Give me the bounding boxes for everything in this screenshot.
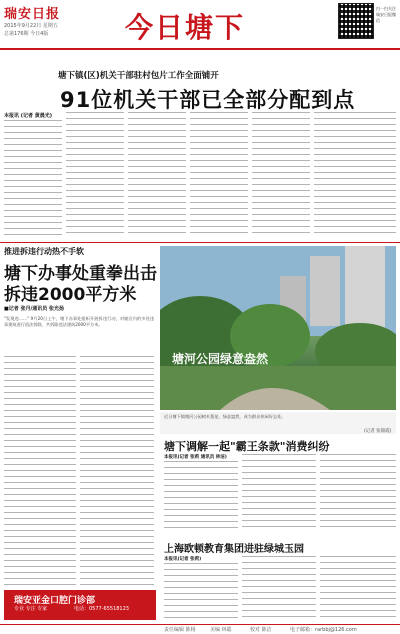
footer-editor: 责任编辑 陈杨 bbox=[164, 627, 196, 633]
story1-byline: 本报讯 (记者 黄晨光) bbox=[4, 113, 53, 119]
story1-column-4 bbox=[190, 112, 248, 238]
ad-title: 瑞安亚金口腔门诊部 bbox=[14, 596, 96, 606]
story4-column-1 bbox=[164, 563, 238, 621]
story4-byline: 本报讯(记者 张莉) bbox=[164, 557, 202, 562]
story2-byline: ■记者 张丹/通讯员 张光扬 bbox=[4, 306, 65, 312]
qr-caption: 扫一扫关注瑞安日报微信 bbox=[376, 6, 396, 23]
story1-kicker: 塘下镇(区)机关干部驻村包片工作全面铺开 bbox=[58, 71, 219, 81]
story2-intro: "发现违……" 9月20日上午，塘下办事处组织开展拆违行动，对辖区内的多处违章建筑进行依法拆除，共拆除违法建筑2000平方米。 bbox=[4, 316, 154, 328]
park-photo bbox=[160, 246, 396, 410]
section-title: 今日塘下 bbox=[125, 11, 246, 44]
issue-line: 总第176期 今日4版 bbox=[4, 31, 49, 37]
story1-column-6 bbox=[314, 112, 396, 238]
photo-title: 塘河公园绿意盎然 bbox=[172, 352, 269, 366]
footer-contact: 电子邮箱：rarbbj@126.com bbox=[290, 627, 357, 633]
story2-headline-line2: 拆违2000平方米 bbox=[4, 285, 137, 305]
story4-column-3 bbox=[320, 556, 396, 621]
footer-proof: 校对 陈洁 bbox=[250, 627, 272, 633]
divider bbox=[0, 242, 400, 243]
story3-headline: 塘下调解一起"霸王条款"消费纠纷 bbox=[164, 440, 330, 453]
story1-column-2 bbox=[66, 112, 124, 238]
ad-subtitle: 专业 专注 专家 bbox=[14, 606, 48, 612]
story4-headline: 上海欧顿教育集团进驻绿城玉园 bbox=[164, 544, 304, 555]
photo-illustration bbox=[160, 246, 396, 410]
newspaper-logo: 瑞安日报 bbox=[4, 7, 61, 22]
story3-byline: 本报讯(记者 张莉 通讯员 林洁) bbox=[164, 455, 227, 460]
ad-phone: 电话：0577-65518123 bbox=[74, 606, 129, 612]
story2-kicker: 推进拆违行动热不手软 bbox=[4, 247, 84, 256]
dental-clinic-ad bbox=[4, 590, 156, 620]
story4-column-2 bbox=[242, 556, 316, 621]
story3-column-1 bbox=[164, 461, 238, 529]
story1-column-1 bbox=[4, 120, 62, 238]
story1-column-5 bbox=[252, 112, 310, 238]
footer-rule bbox=[0, 624, 400, 625]
story3-column-3 bbox=[320, 454, 396, 529]
date-line: 2015年9月22日 星期五 bbox=[4, 23, 58, 29]
story2-headline-line1: 塘下办事处重拳出击 bbox=[4, 264, 157, 284]
footer-designer: 美编 林聪 bbox=[210, 627, 232, 633]
photo-caption: 近日塘下镇塘河公园树木葱茏，绿意盎然，成为群众休闲好去处。 bbox=[164, 414, 286, 419]
story1-headline: 91位机关干部已全部分配到点 bbox=[60, 88, 356, 112]
story3-column-2 bbox=[242, 454, 316, 529]
photo-credit: (记者 张锦霞) bbox=[364, 429, 392, 434]
qr-code-icon bbox=[338, 3, 374, 39]
story1-column-3 bbox=[128, 112, 186, 238]
story2-column-2 bbox=[80, 356, 154, 588]
story2-column-1 bbox=[4, 356, 76, 588]
